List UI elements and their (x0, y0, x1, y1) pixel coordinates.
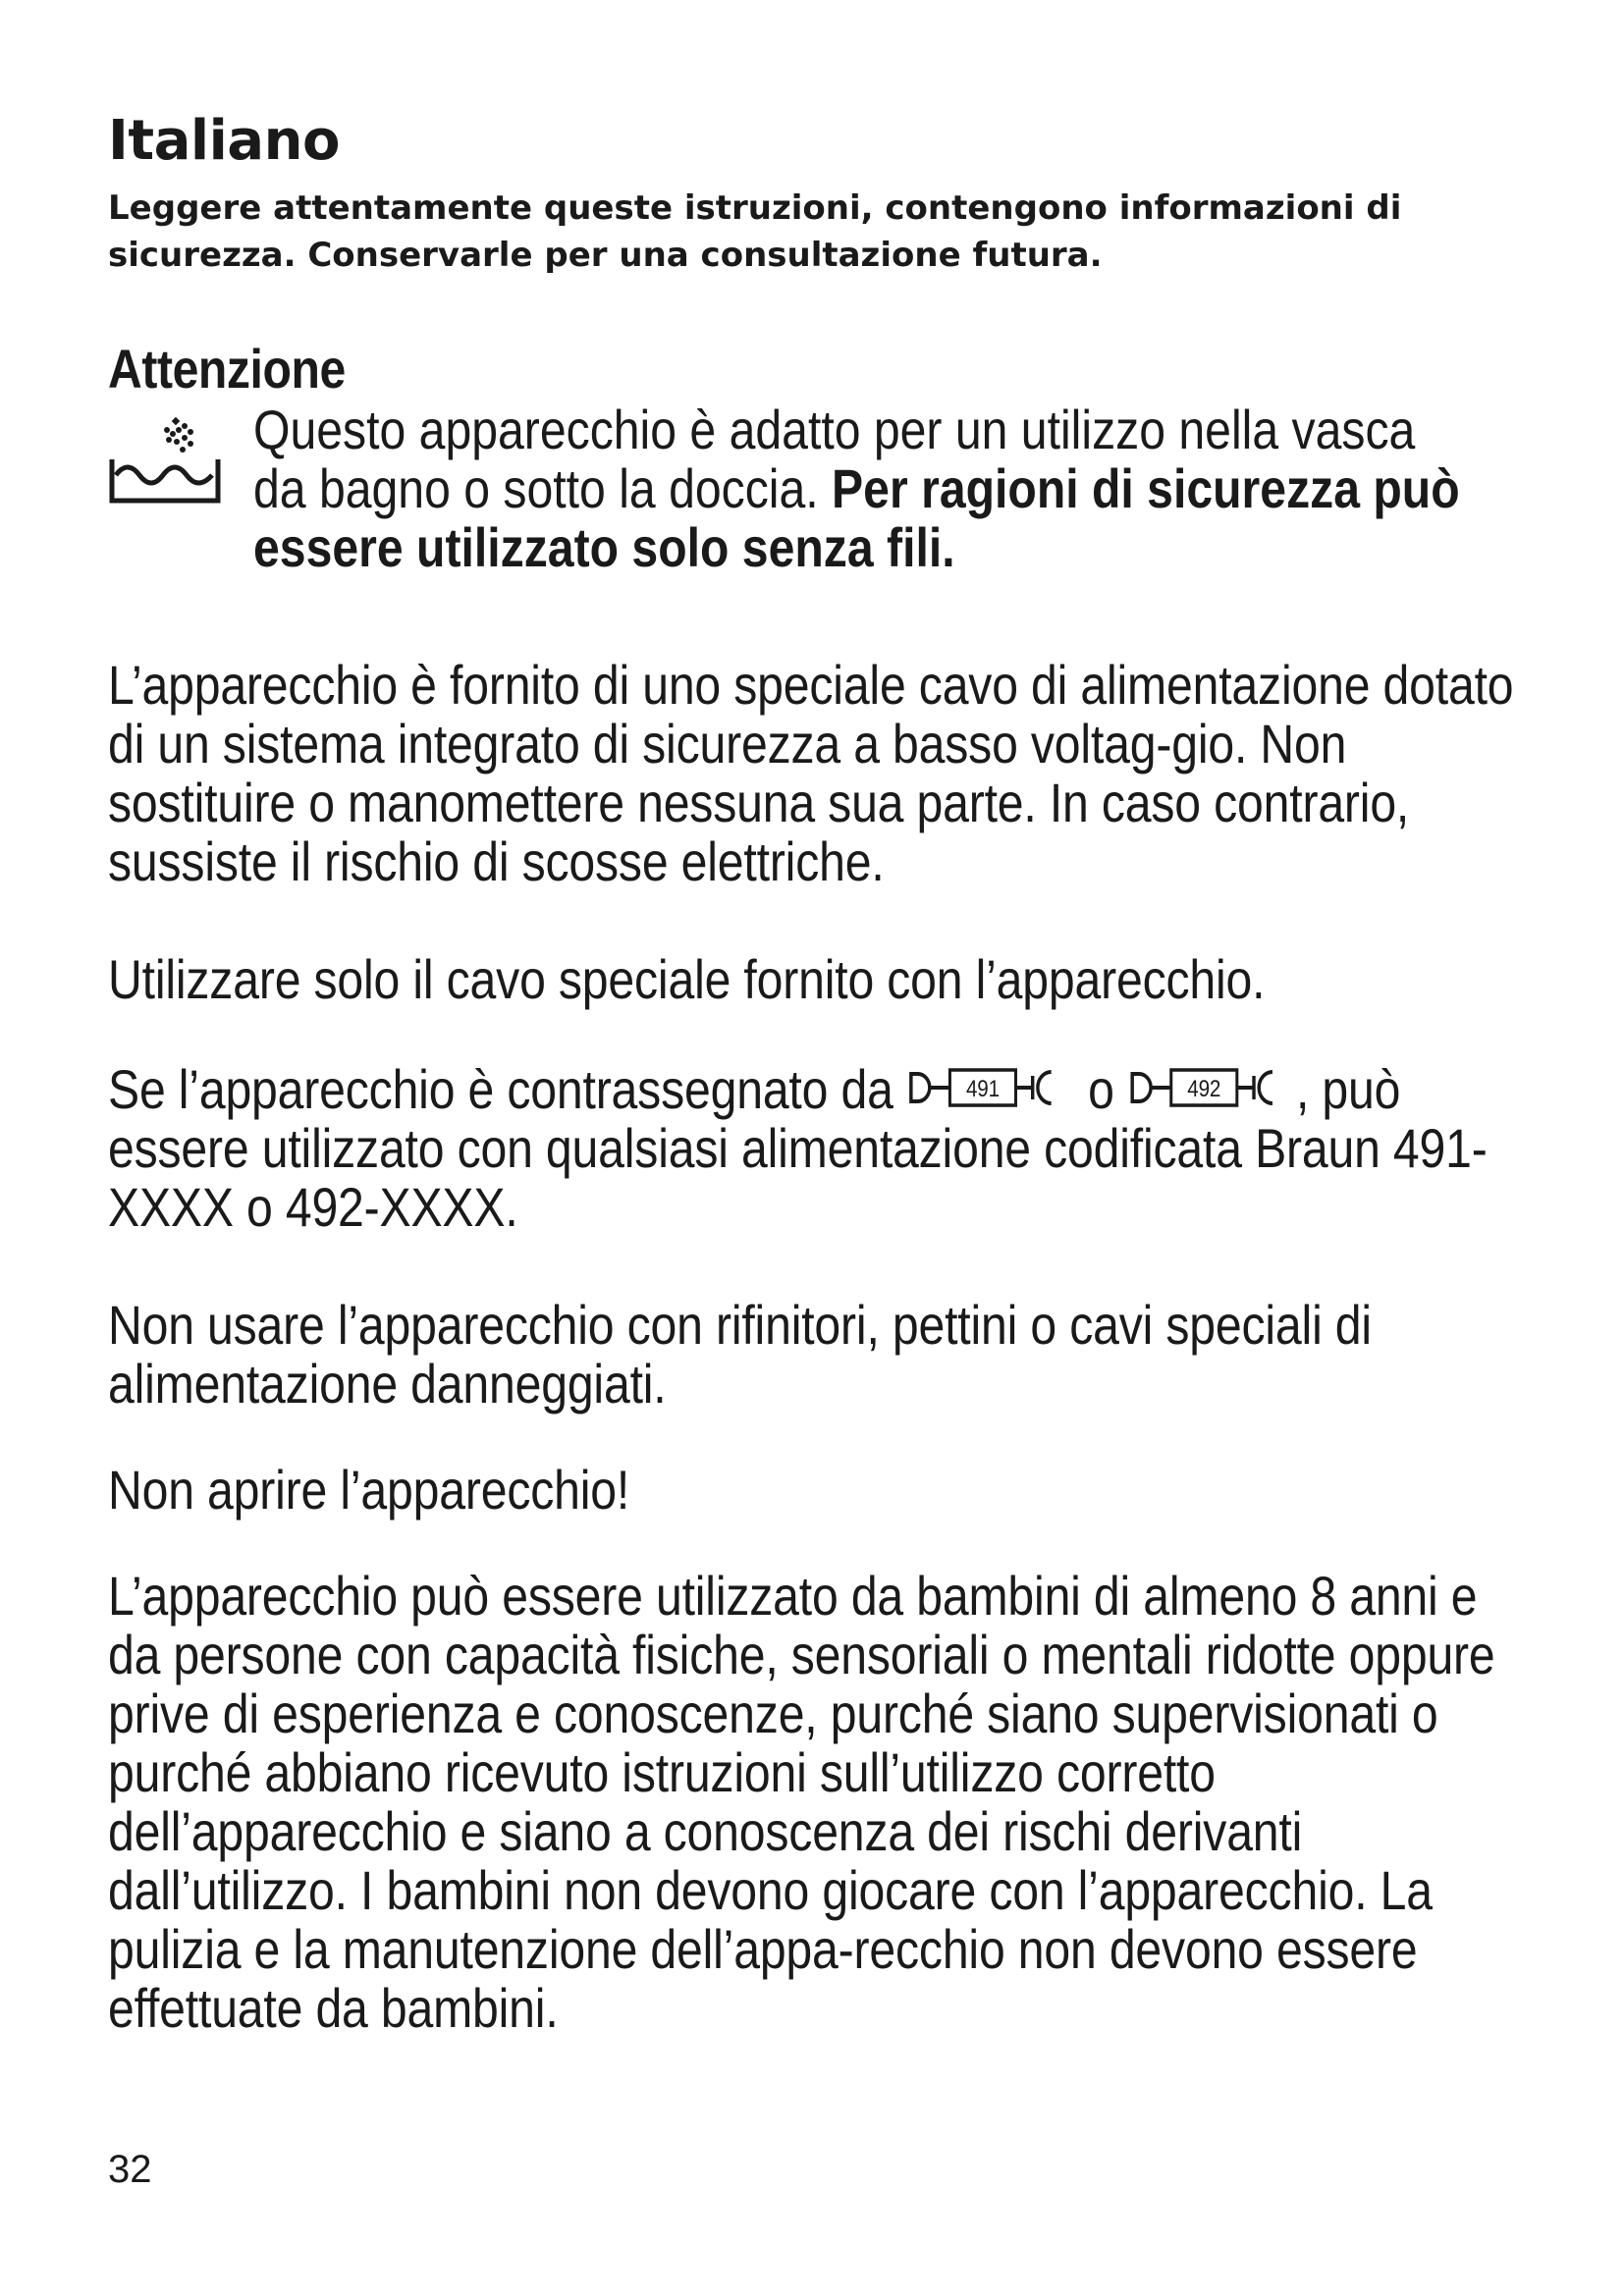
plug-code-491: 491 (966, 1075, 1001, 1102)
page-number: 32 (108, 2148, 152, 2191)
compat-text-middle: o (1074, 1058, 1127, 1120)
paragraph-do-not-open: Non aprire l’apparecchio! (108, 1459, 630, 1521)
plug-code-492: 492 (1187, 1075, 1221, 1102)
compat-text-before: Se l’apparecchio è contrassegnato da (108, 1058, 906, 1120)
paragraph-damaged-parts: Non usare l’apparecchio con rifinitori, pettini o cavi speciali di alimentazione danneggiati. (108, 1294, 1372, 1415)
paragraph-power-cord: L’apparecchio è fornito di uno speciale cavo di alimentazione dotato di un sistema integrato di sicurezza a basso voltag-gio. Non sostituire o manomettere nessuna sua parte. In caso contrario, sussiste il rischio di scosse elettriche. (108, 654, 1514, 892)
paragraph-use-special-cord: Utilizzare solo il cavo speciale fornito con l’apparecchio. (108, 948, 1266, 1010)
intro-text: Leggere attentamente queste istruzioni, contengono informazioni di sicurezza. Conservarle per una consultazione futura. (108, 188, 1402, 275)
attention-text-regular: Questo apparecchio è adatto per un utilizzo nella vasca da bagno o sotto la doccia. (253, 399, 1416, 519)
attention-block (108, 399, 1532, 578)
compat-text-after: , può essere utilizzato con qualsiasi alimentazione codificata Braun 491-XXXX o 492-XXXX. (108, 1058, 1488, 1238)
paragraph-compatible-supplies (108, 1060, 1527, 1237)
bath-shower-icon (108, 412, 222, 507)
power-plug-492-icon (1127, 1064, 1296, 1111)
attention-heading: Attenzione (108, 338, 346, 400)
attention-text-bold: Per ragioni di sicurezza può essere utilizzato solo senza fili. (253, 457, 1460, 578)
power-plug-491-icon (906, 1064, 1075, 1111)
manual-page (108, 106, 1532, 2039)
language-title: Italiano (108, 109, 340, 173)
attention-text (253, 400, 1478, 577)
paragraph-children-safety: L’apparecchio può essere utilizzato da bambini di almeno 8 anni e da persone con capacità fisiche, sensoriali o mentali ridotte oppure prive di esperienza e conoscenze, purché siano supervisionati o purché abbiano ricevuto istruzioni sull’utilizzo corretto dell’apparecchio e siano a conoscenza dei rischi derivanti dall’utilizzo. I bambini non devono giocare con l’apparecchio. La pulizia e la manutenzione dell’appa-recchio non devono essere effettuate da bambini. (108, 1565, 1495, 2039)
